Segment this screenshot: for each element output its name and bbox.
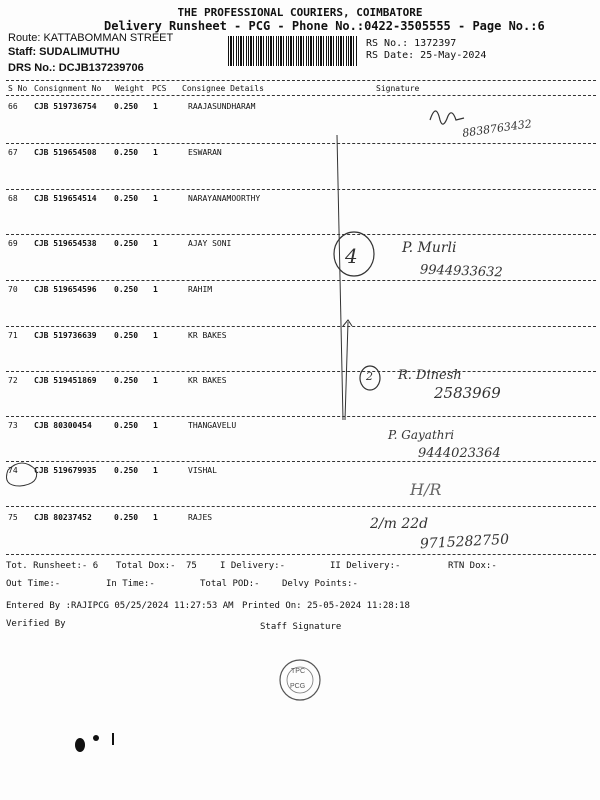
- stamp-circle: [280, 660, 320, 700]
- total-dox-value: 75: [186, 561, 197, 571]
- row-pcs: 1: [153, 421, 158, 430]
- row-pcs: 1: [153, 513, 158, 522]
- bracket-line: [337, 135, 343, 420]
- stamp-text-top: TPC: [291, 668, 305, 675]
- in-time-label: In Time:-: [106, 579, 155, 589]
- rtn-dox-label: RTN Dox:-: [448, 561, 497, 571]
- col-header-signature: Signature: [376, 84, 420, 93]
- row-consignee: VISHAL: [188, 466, 217, 475]
- signature-squiggle: [430, 111, 464, 124]
- row-consignee: RAJES: [188, 513, 213, 522]
- row-consignment-no: CJB 519654538: [34, 239, 97, 248]
- handwritten-note: H/R: [410, 480, 442, 499]
- drs-number: DRS No.: DCJB137239706: [8, 62, 144, 74]
- printed-on: Printed On: 25-05-2024 11:28:18: [242, 601, 410, 611]
- row-pcs: 1: [153, 239, 158, 248]
- rs-number: RS No.: 1372397: [366, 38, 457, 49]
- handwritten-phone: 2583969: [434, 384, 501, 402]
- row-weight: 0.250: [114, 148, 139, 157]
- row-sno: 68: [8, 194, 18, 203]
- handwritten-phone: 9944933632: [419, 262, 503, 281]
- row-pcs: 1: [153, 466, 158, 475]
- rs-date: RS Date: 25-May-2024: [366, 50, 487, 61]
- out-time-label: Out Time:-: [6, 579, 61, 589]
- runsheet-subtitle: Delivery Runsheet - PCG - Phone No.:0422-3505555 - Page No.:6: [104, 19, 545, 33]
- row-consignee: KR BAKES: [188, 376, 227, 385]
- col-header-weight: Weight: [115, 84, 144, 93]
- route-label: Route: KATTABOMMAN STREET: [8, 32, 174, 44]
- total-pod-label: Total POD:-: [200, 579, 260, 589]
- row-pcs: 1: [153, 331, 158, 340]
- entered-by: Entered By :RAJIPCG 05/25/2024 11:27:53 AM: [6, 601, 234, 611]
- row-weight: 0.250: [114, 102, 139, 111]
- delvy-points-label: Delvy Points:-: [282, 579, 358, 589]
- col-header-consignment: Consignment No: [34, 84, 102, 93]
- col-header-consignee: Consignee Details: [182, 84, 264, 93]
- row-sno: 75: [8, 513, 18, 522]
- row-weight: 0.250: [114, 513, 139, 522]
- staff-label: Staff: SUDALIMUTHU: [8, 46, 120, 58]
- row-consignment-no: CJB 519679935: [34, 466, 97, 475]
- handwritten-phone: 9444023364: [418, 446, 501, 461]
- row-pcs: 1: [153, 148, 158, 157]
- row-consignment-no: CJB 80237452: [34, 513, 92, 522]
- circle-mark: [7, 463, 37, 486]
- row-consignment-no: CJB 519451869: [34, 376, 97, 385]
- handwritten-name: P. Gayathri: [388, 428, 455, 442]
- row-pcs: 1: [153, 194, 158, 203]
- row-sno: 70: [8, 285, 18, 294]
- stamp-text-bottom: PCG: [290, 683, 306, 690]
- row-consignment-no: CJB 519654514: [34, 194, 97, 203]
- row-consignee: RAAJASUNDHARAM: [188, 102, 256, 111]
- row-sno: 66: [8, 102, 18, 111]
- total-runsheet: Tot. Runsheet:- 6: [6, 561, 99, 571]
- col-header-pcs: PCS: [152, 84, 167, 93]
- handwritten-name: 2/m 22d: [370, 516, 429, 532]
- row-consignment-no: CJB 519654508: [34, 148, 97, 157]
- row-sno: 73: [8, 421, 18, 430]
- ink-blot: [93, 735, 99, 741]
- staff-signature-label: Staff Signature: [260, 622, 342, 632]
- row-sno: 67: [8, 148, 18, 157]
- row-pcs: 1: [153, 102, 158, 111]
- row-sno: 72: [8, 376, 18, 385]
- row-consignment-no: CJB 80300454: [34, 421, 92, 430]
- row-consignee: RAHIM: [188, 285, 213, 294]
- row-pcs: 1: [153, 285, 158, 294]
- row-weight: 0.250: [114, 194, 139, 203]
- bracket-line: [345, 322, 348, 420]
- row-weight: 0.250: [114, 376, 139, 385]
- row-sno: 74: [8, 466, 18, 475]
- handwritten-circled-number: 4: [345, 244, 358, 268]
- col-header-sno: S No: [8, 84, 28, 93]
- company-title: THE PROFESSIONAL COURIERS, COIMBATORE: [177, 6, 423, 19]
- row-sno: 69: [8, 239, 18, 248]
- i-delivery-label: I Delivery:-: [220, 561, 286, 571]
- row-consignment-no: CJB 519736639: [34, 331, 97, 340]
- row-consignee: AJAY SONI: [188, 239, 232, 248]
- handwritten-phone: 9715282750: [419, 531, 510, 553]
- total-dox-label: Total Dox:-: [116, 561, 176, 571]
- row-consignee: ESWARAN: [188, 148, 222, 157]
- row-weight: 0.250: [114, 285, 139, 294]
- ii-delivery-label: II Delivery:-: [330, 561, 401, 571]
- row-consignee: KR BAKES: [188, 331, 227, 340]
- row-consignment-no: CJB 519736754: [34, 102, 97, 111]
- row-sno: 71: [8, 331, 18, 340]
- row-weight: 0.250: [114, 239, 139, 248]
- row-consignment-no: CJB 519654596: [34, 285, 97, 294]
- row-weight: 0.250: [114, 331, 139, 340]
- handwritten-phone: 8838763432: [461, 117, 533, 140]
- handwritten-name: R. Dinesh: [398, 368, 462, 383]
- verified-by: Verified By: [6, 619, 66, 629]
- ink-blot: [75, 738, 85, 752]
- row-pcs: 1: [153, 376, 158, 385]
- row-weight: 0.250: [114, 466, 139, 475]
- handwritten-circled-number: 2: [366, 370, 373, 383]
- ink-blot: [112, 733, 114, 745]
- row-consignee: NARAYANAMOORTHY: [188, 194, 261, 203]
- handwritten-name: P. Murli: [402, 240, 457, 256]
- row-consignee: THANGAVELU: [188, 421, 237, 430]
- row-weight: 0.250: [114, 421, 139, 430]
